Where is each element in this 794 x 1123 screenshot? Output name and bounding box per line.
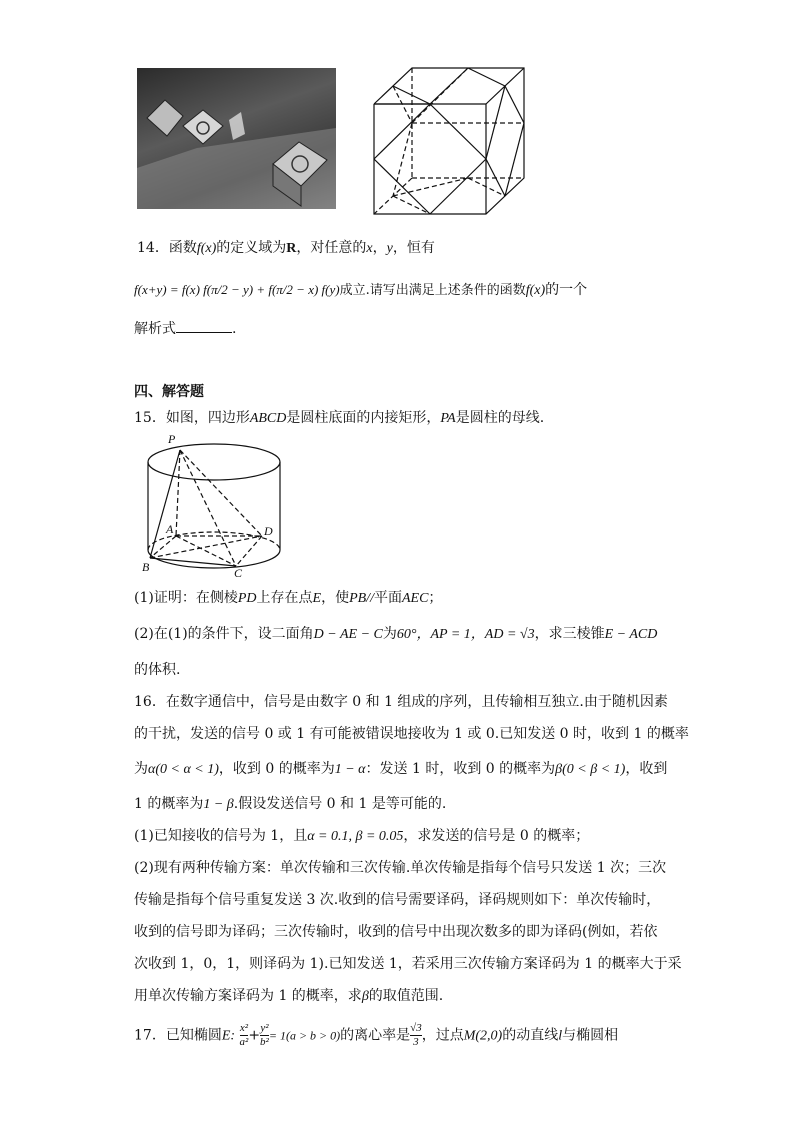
q14-prefix: 14．函数	[137, 240, 197, 256]
q17-ellipse-rest: = 1(a > b > 0)	[268, 1028, 341, 1043]
cube-drawing	[370, 66, 528, 218]
q16-line6: (2)现有两种传输方案：单次传输和三次传输.单次传输是指每个信号只发送 1 次；三次	[134, 860, 667, 876]
q17-x2: x²	[239, 1022, 248, 1034]
q17-mid3: 的动直线	[502, 1027, 559, 1044]
q15-intro-end: 是圆柱的母线.	[455, 410, 545, 426]
truncated-cube-figure	[370, 66, 528, 218]
dice-photo-drawing	[137, 68, 336, 209]
q15-intro	[134, 408, 544, 429]
q15-abcd: ABCD	[249, 411, 287, 426]
label-P: P	[168, 432, 176, 446]
q14-functional-equation: f(x+y) = f(x) f(π/2 − y) + f(π/2 − x) f(y)	[134, 282, 340, 297]
q14-mid: 的定义域为	[216, 240, 287, 256]
q17-ellipse-name: E:	[221, 1028, 236, 1044]
q14-x: x	[366, 241, 373, 256]
q14-R: R	[286, 241, 297, 256]
q14-line3	[134, 318, 236, 339]
q15-intro-mid: 是圆柱底面的内接矩形，	[286, 410, 441, 426]
q14-y: y	[386, 241, 393, 256]
q15-e: E	[312, 591, 322, 606]
q16-values: α = 0.1, β = 0.05	[307, 829, 404, 844]
q17-y2: y²	[260, 1022, 269, 1034]
q16-l10-beta: β	[361, 989, 369, 1004]
q17-line-l: l	[558, 1028, 563, 1044]
q15-part2-pre: (2)在(1)的条件下，设二面角	[134, 626, 314, 642]
q16-l3c: ：发送 1 时，收到 0 的概率为	[365, 761, 556, 777]
q16-line3	[134, 759, 667, 780]
q15-part2-mid: 为	[382, 626, 397, 642]
q17-point: M(2,0)	[463, 1028, 503, 1044]
q14-line1	[137, 238, 435, 259]
q15-part1-mid: 上存在点	[256, 590, 313, 606]
q14-post: ，对任意的	[296, 240, 367, 256]
q14-fx: f(x)	[196, 241, 217, 256]
q15-part1-pre: (1)证明：在侧棱	[134, 590, 238, 606]
q16-alpha: α(0 < α < 1)	[148, 762, 219, 777]
q16-line7: 传输是指每个信号重复发送 3 次.收到的信号需要译码，译码规则如下：单次传输时，	[134, 892, 661, 908]
q16-l3a: 为	[134, 761, 148, 777]
q14-line2-text: 成立.请写出满足上述条件的函数	[339, 283, 526, 298]
cylinder-figure	[138, 432, 294, 580]
q15-part2-line2: 的体积.	[134, 662, 181, 678]
q17-frac-x	[240, 1022, 249, 1049]
section-title: 四、解答题	[134, 384, 204, 400]
q16-l5a: (1)已知接收的信号为 1，且	[134, 828, 308, 844]
q14-line2-fx: f(x)	[525, 283, 546, 298]
q16-line5	[134, 826, 589, 847]
q17-b2: b²	[260, 1036, 269, 1048]
q15-eacd: E − ACD	[604, 627, 658, 642]
q17-mid2: ，过点	[421, 1027, 464, 1044]
q17-ecc-den: 3	[413, 1036, 419, 1048]
q15-intro-pre: 15．如图，四边形	[134, 410, 250, 426]
q16-l4a: 1 的概率为	[134, 796, 204, 812]
q15-aec: AEC	[401, 591, 429, 606]
q14-answer-blank[interactable]	[176, 318, 232, 333]
q16-line8: 收到的信号即为译码；三次传输时，收到的信号中出现次数多的即为译码(例如，若依	[134, 924, 658, 940]
q15-pa: PA	[440, 411, 456, 426]
q16-line1: 16．在数字通信中，信号是由数字 0 和 1 组成的序列，且传输相互独立.由于随机因素	[134, 694, 668, 710]
dice-photo	[137, 68, 336, 209]
q14-answer-end: .	[232, 321, 237, 337]
q16-one-minus-alpha: 1 − α	[334, 762, 366, 777]
q15-part1	[134, 588, 442, 609]
q14-line2-end: 的一个	[545, 282, 588, 298]
q15-part1-mid3: 平面	[373, 590, 402, 606]
q17-pre: 17．已知椭圆	[134, 1027, 222, 1044]
q14-end: ，恒有	[392, 240, 435, 256]
q15-part2	[134, 624, 657, 645]
q16-l3d: ，收到	[625, 761, 668, 777]
q16-line4	[134, 794, 446, 815]
q15-part2-end: ，求三棱锥	[534, 626, 605, 642]
q15-pd: PD	[237, 591, 257, 606]
q16-l3b: ，收到 0 的概率为	[218, 761, 335, 777]
q16-l10b: 的取值范围.	[368, 988, 444, 1004]
q17-plus: +	[248, 1027, 261, 1044]
q15-dihedral: D − AE − C	[313, 627, 383, 642]
q16-l10a: 用单次传输方案译码为 1 的概率，求	[134, 988, 362, 1004]
q17-line	[134, 1022, 618, 1062]
q14-answer-label: 解析式	[134, 321, 176, 337]
q15-part1-mid2: ，使	[321, 590, 350, 606]
q17-ecc-num: √3	[410, 1022, 422, 1034]
q17-a2: a²	[239, 1036, 249, 1048]
q15-pb: PB//	[349, 591, 374, 606]
q15-part1-end: ；	[428, 590, 443, 606]
q17-eccentricity	[410, 1022, 422, 1049]
q16-one-minus-beta: 1 − β	[203, 797, 234, 812]
q16-l4b: .假设发送信号 0 和 1 是等可能的.	[233, 796, 447, 812]
q17-end: 与椭圆相	[562, 1027, 619, 1044]
q16-line9: 次收到 1，0，1，则译码为 1).已知发送 1，若采用三次传输方案译码为 1 的概率大于采	[134, 956, 682, 972]
q16-l5b: ，求发送的信号是 0 的概率；	[403, 828, 590, 844]
q16-line2: 的干扰，发送的信号 0 或 1 有可能被错误地接收为 1 或 0.已知发送 0 时，收到 1 的概率	[134, 726, 689, 742]
cylinder-drawing	[138, 432, 294, 580]
label-C: C	[234, 566, 243, 580]
q16-line10	[134, 986, 443, 1007]
q15-deg: 60°	[396, 627, 417, 642]
label-A: A	[166, 522, 174, 536]
q17-frac-y	[260, 1022, 269, 1049]
q14-comma: ，	[372, 240, 387, 256]
q16-beta: β(0 < β < 1)	[555, 762, 626, 777]
q15-lengths: ，AP = 1，AD = √3	[416, 627, 535, 642]
q14-line2	[134, 280, 587, 301]
label-D: D	[264, 524, 273, 538]
q17-mid: 的离心率是	[340, 1027, 411, 1044]
label-B: B	[142, 560, 150, 574]
